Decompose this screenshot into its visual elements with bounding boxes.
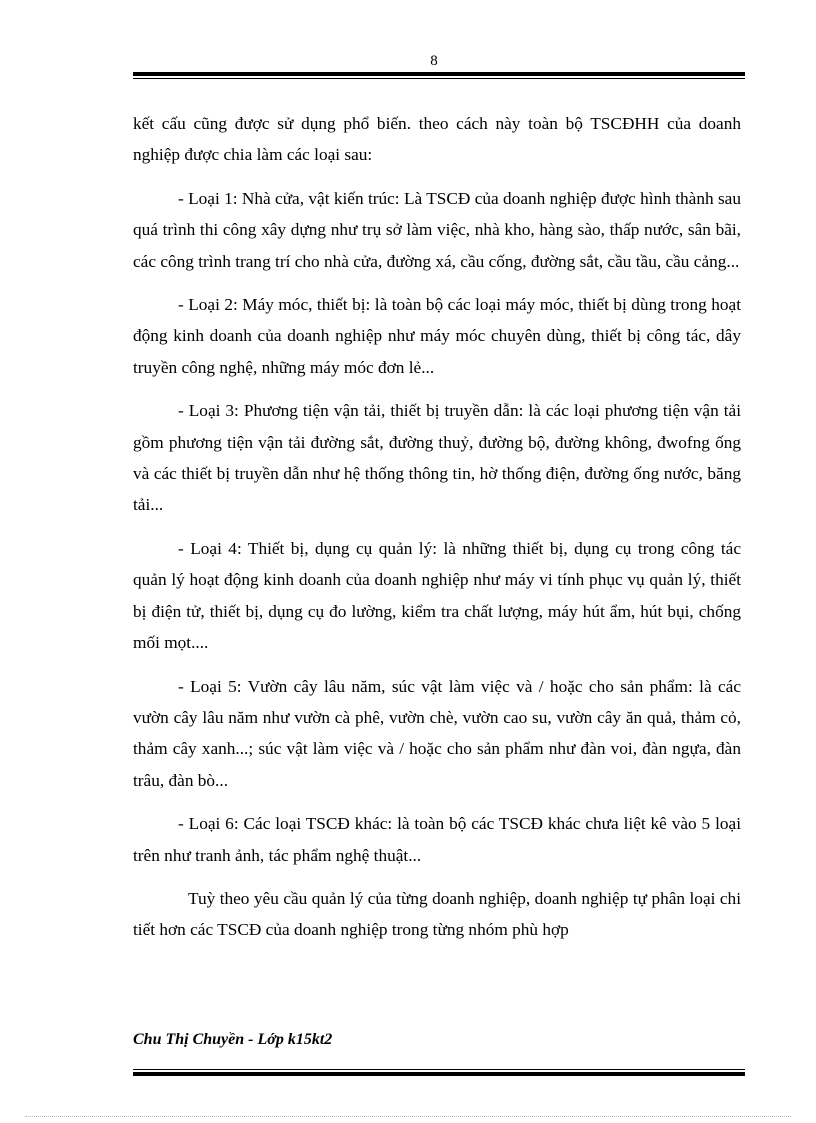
footer-author: Chu Thị Chuyền - Lớp k15kt2	[133, 1031, 333, 1048]
document-body	[133, 108, 741, 958]
paragraph-intro: kết cấu cũng được sử dụng phổ biến. theo cách này toàn bộ TSCĐHH của doanh nghiệp được chia làm các loại sau:	[133, 114, 741, 165]
footer-rule	[133, 1069, 745, 1076]
paragraph-loai-5: - Loại 5: Vườn cây lâu năm, súc vật làm việc và / hoặc cho sản phẩm: là các vườn cây lâu năm như vườn cà phê, vườn chè, vườn cao su, vườn cây ăn quả, thảm cỏ, thảm cây xanh...; súc vật làm việc và / hoặc cho sản phẩm như đàn voi, đàn ngựa, đàn trâu, đàn bò...	[133, 676, 741, 790]
page-edge-dots	[25, 1116, 791, 1117]
header-rule	[133, 72, 745, 79]
paragraph-loai-6: - Loại 6: Các loại TSCĐ khác: là toàn bộ các TSCĐ khác chưa liệt kê vào 5 loại trên như tranh ảnh, tác phẩm nghệ thuật...	[133, 814, 741, 865]
paragraph-loai-2: - Loại 2: Máy móc, thiết bị: là toàn bộ các loại máy móc, thiết bị dùng trong hoạt động kinh doanh của doanh nghiệp như máy móc chuyên dùng, thiết bị công tác, dây truyền công nghệ, những máy móc đơn lẻ...	[133, 295, 741, 377]
paragraph-loai-1: - Loại 1: Nhà cửa, vật kiến trúc: Là TSCĐ của doanh nghiệp được hình thành sau quá trình thi công xây dựng như trụ sở làm việc, nhà kho, hàng sào, thấp nước, sân bãi, các công trình trang trí cho nhà cửa, đường xá, cầu cống, đường sắt, cầu tầu, cầu cảng...	[133, 188, 741, 271]
paragraph-loai-4: - Loại 4: Thiết bị, dụng cụ quản lý: là những thiết bị, dụng cụ trong công tác quản lý hoạt động kinh doanh của doanh nghiệp như máy vi tính phục vụ quản lý, thiết bị điện tử, thiết bị, dụng cụ đo lường, kiểm tra chất lượng, máy hút ẩm, hút bụi, chống mối mọt....	[133, 538, 741, 653]
paragraph-loai-3: - Loại 3: Phương tiện vận tải, thiết bị truyền dẫn: là các loại phương tiện vận tải gồm phương tiện vận tải đường sắt, đường thuỷ, đường bộ, đường không, đwofng ống và các thiết bị truyền dẫn như hệ thống thông tin, hờ thống điện, đường ống nước, băng tải...	[133, 401, 741, 515]
page-number: 8	[430, 53, 438, 69]
paragraph-closing: Tuỳ theo yêu cầu quản lý của từng doanh nghiệp, doanh nghiệp tự phân loại chi tiết hơn các TSCĐ của doanh nghiệp trong từng nhóm phù hợp	[133, 888, 741, 940]
